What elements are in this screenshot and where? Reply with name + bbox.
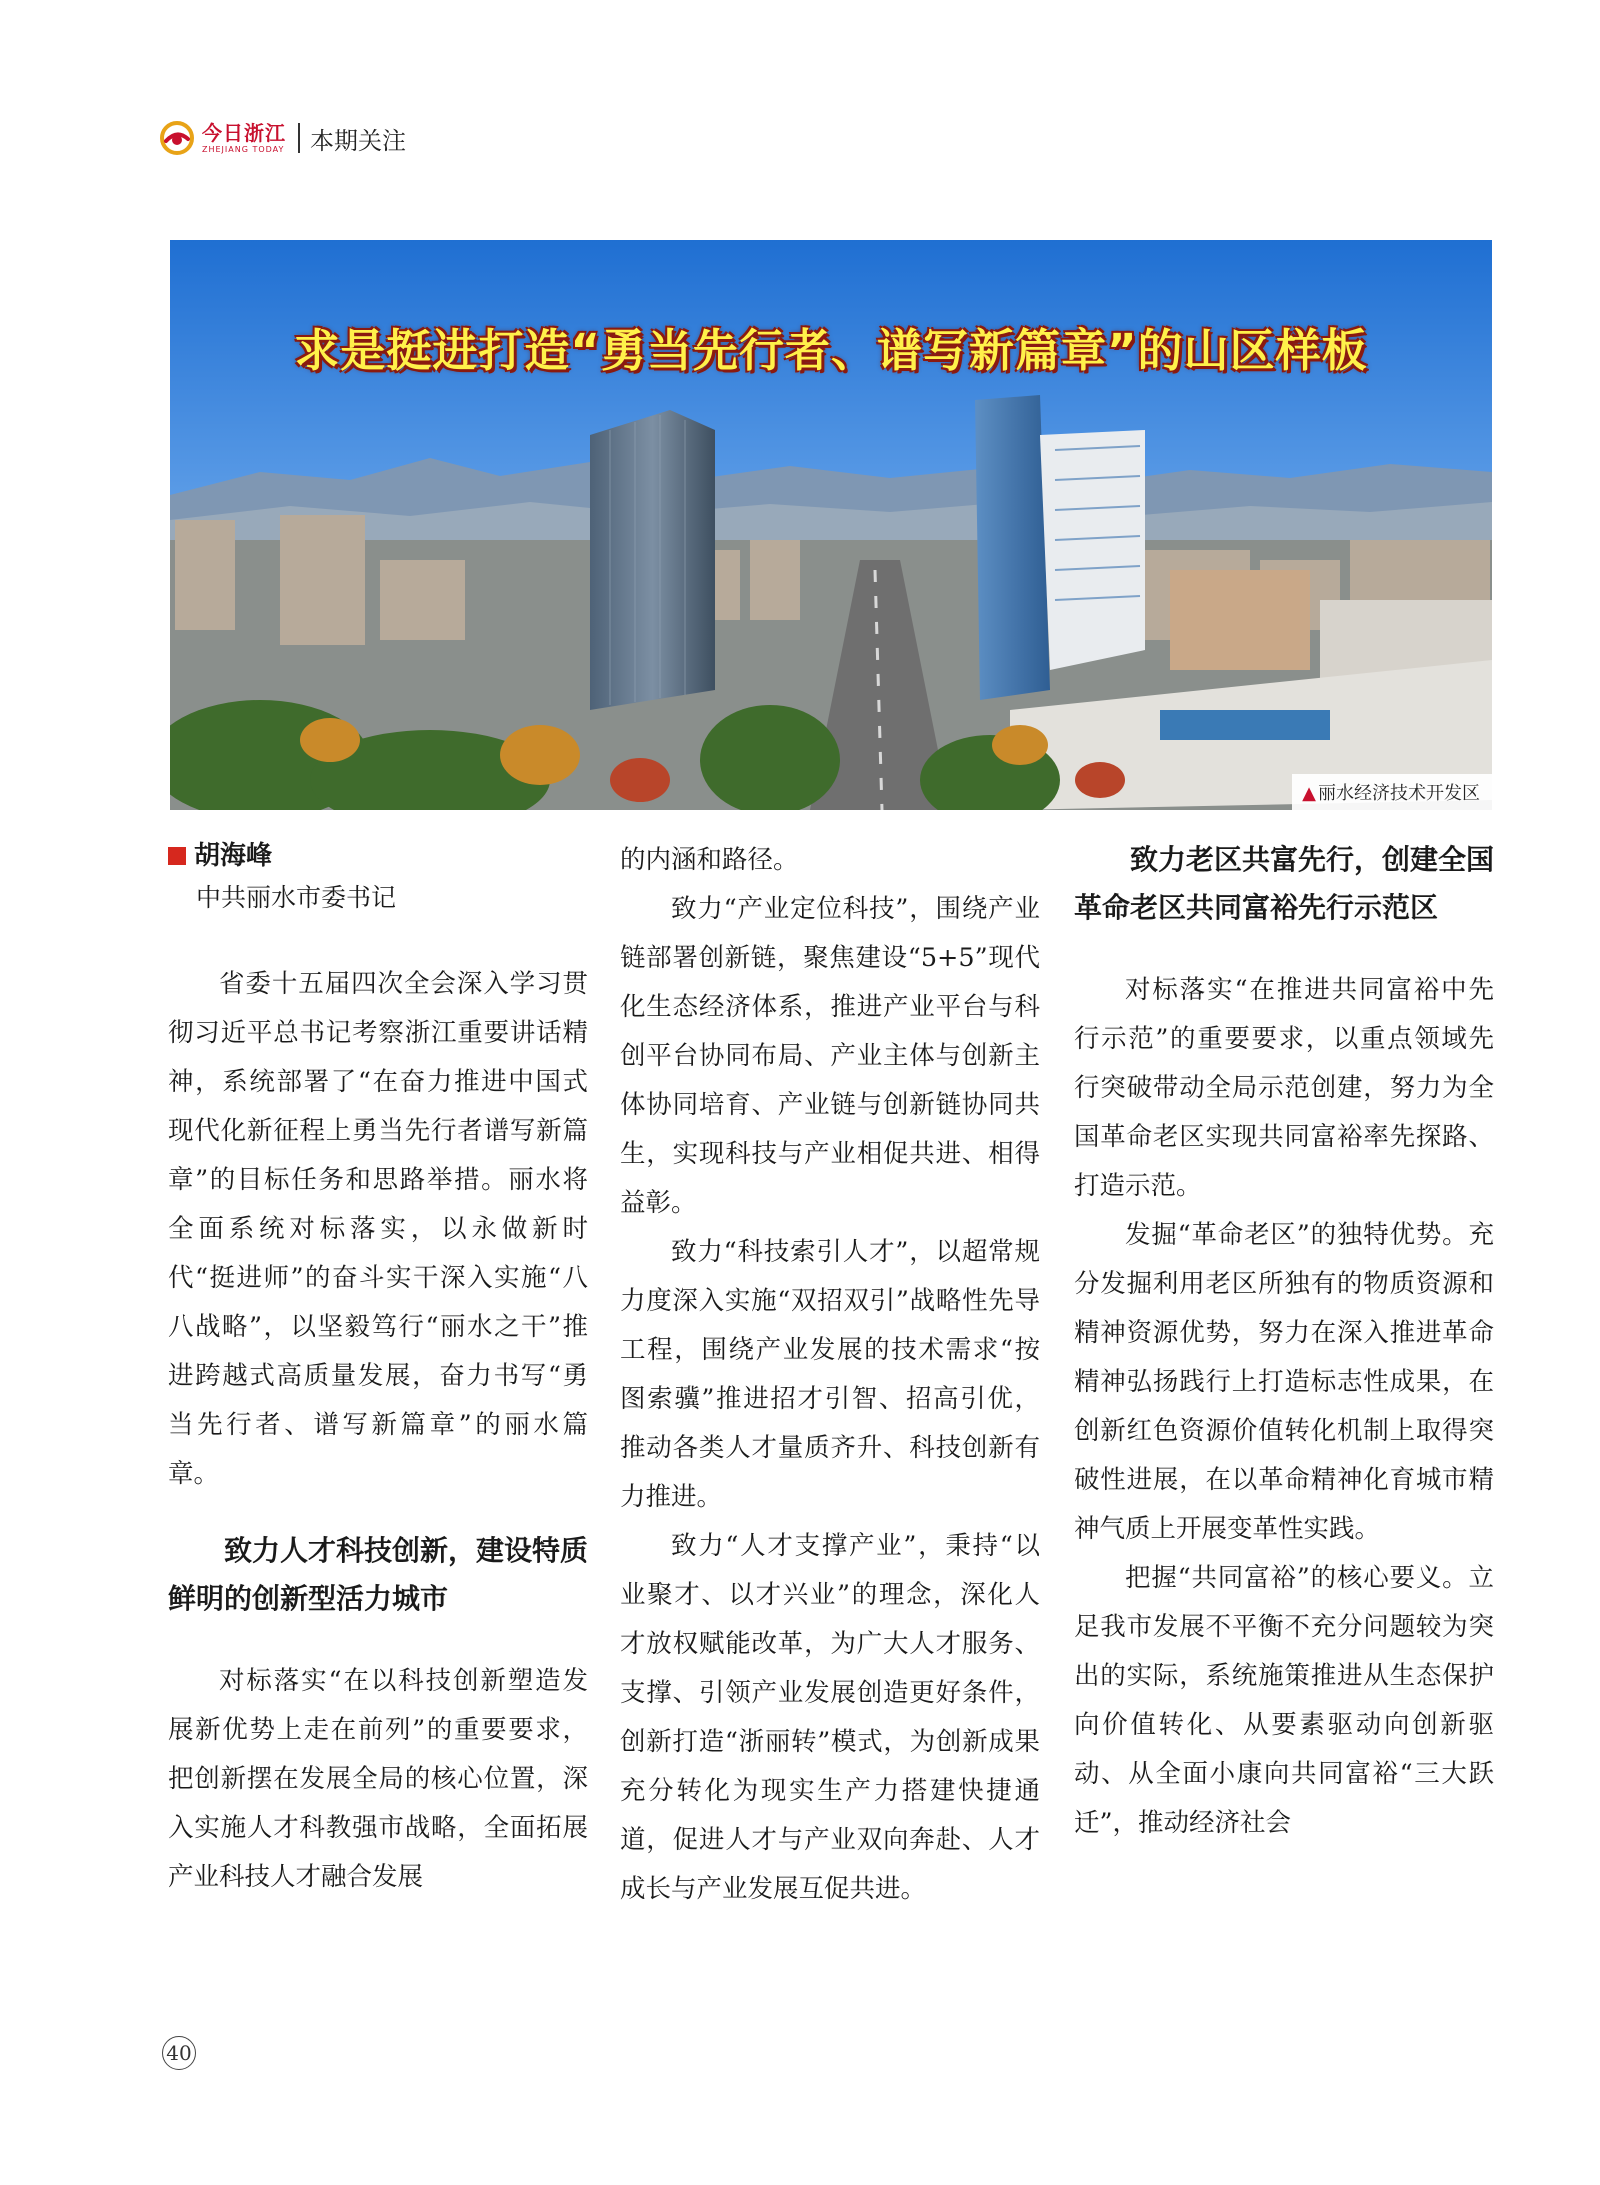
author-name (168, 836, 588, 876)
section1-paragraph-2: 致力“产业定位科技”，围绕产业链部署创新链，聚焦建设“5+5”现代化生态经济体系，推进产业平台与科创平台协同布局、产业主体与创新主体协同培育、产业链与创新链协同共生，实现科技与产业相促共进、相得益彰。 (620, 894, 1040, 1218)
section1-heading-text: 致力人才科技创新，建设特质鲜明的创新型活力城市 (168, 1534, 589, 1615)
hero-photo (170, 240, 1492, 810)
page-number: 40 (162, 2036, 196, 2070)
author-name-text: 胡海峰 (194, 841, 273, 871)
photo-caption (1292, 774, 1492, 810)
page-header (160, 118, 406, 158)
section2-heading-text: 致力老区共富先行，创建全国革命老区共同富裕先行示范区 (1074, 843, 1495, 924)
section1-paragraph-1-continued: 的内涵和路径。 (620, 845, 799, 875)
author-title: 中共丽水市委书记 (196, 883, 397, 912)
section2-paragraph-3: 把握“共同富裕”的核心要义。立足我市发展不平衡不充分问题较为突出的实际，系统施策推进从生态保护向价值转化、从要素驱动向创新驱动、从全面小康向共同富裕“三大跃迁”，推动经济社会 (1074, 1563, 1494, 1838)
zhejiang-today-logo-icon (160, 121, 194, 155)
article-column-2 (620, 836, 1040, 1914)
section2-paragraph-1: 对标落实“在推进共同富裕中先行示范”的重要要求，以重点领域先行突破带动全局示范创建，努力为全国革命老区实现共同富裕率先探路、打造示范。 (1074, 975, 1494, 1201)
article-column-3 (1074, 836, 1494, 1848)
section2-heading (1074, 836, 1494, 932)
brand-logotype (202, 120, 286, 154)
article-column-1 (168, 836, 588, 1902)
section1-paragraph-1: 对标落实“在以科技创新塑造发展新优势上走在前列”的重要要求，把创新摆在发展全局的核心位置，深入实施人才科教强市战略，全面拓展产业科技人才融合发展 (168, 1666, 588, 1892)
triangle-marker-icon: ▲ (1302, 783, 1316, 804)
intro-paragraph: 省委十五届四次全会深入学习贯彻习近平总书记考察浙江重要讲话精神，系统部署了“在奋力推进中国式现代化新征程上勇当先行者谱写新篇章”的目标任务和思路举措。丽水将全面系统对标落实，以永做新时代“挺进师”的奋斗实干深入实施“八八战略”，以坚毅笃行“丽水之干”推进跨越式高质量发展，奋力书写“勇当先行者、谱写新篇章”的丽水篇章。 (168, 969, 588, 1489)
section1-heading (168, 1527, 588, 1623)
section1-paragraph-3: 致力“科技索引人才”，以超常规力度深入实施“双招双引”战略性先导工程，围绕产业发展的技术需求“按图索骥”推进招才引智、招高引优，推动各类人才量质齐升、科技创新有力推进。 (620, 1237, 1040, 1512)
hero-headline: 求是挺进打造“勇当先行者、谱写新篇章”的山区样板 (294, 324, 1368, 377)
brand-name-en: ZHEJIANG TODAY (202, 144, 285, 154)
header-divider (298, 123, 300, 153)
section1-paragraph-4: 致力“人才支撑产业”，秉持“以业聚才、以才兴业”的理念，深化人才放权赋能改革，为广大人才服务、支撑、引领产业发展创造更好条件，创新打造“浙丽转”模式，为创新成果充分转化为现实生产力搭建快捷通道，促进人才与产业双向奔赴、人才成长与产业发展互促共进。 (620, 1531, 1040, 1904)
red-square-marker (168, 847, 186, 865)
section-title: 本期关注 (310, 126, 406, 155)
brand-name-cn: 今日浙江 (202, 120, 286, 145)
photo-caption-text: 丽水经济技术开发区 (1318, 783, 1480, 804)
section2-paragraph-2: 发掘“革命老区”的独特优势。充分发掘利用老区所独有的物质资源和精神资源优势，努力在深入推进革命精神弘扬践行上打造标志性成果，在创新红色资源价值转化机制上取得突破性进展，在以革命精神化育城市精神气质上开展变革性实践。 (1074, 1220, 1494, 1544)
